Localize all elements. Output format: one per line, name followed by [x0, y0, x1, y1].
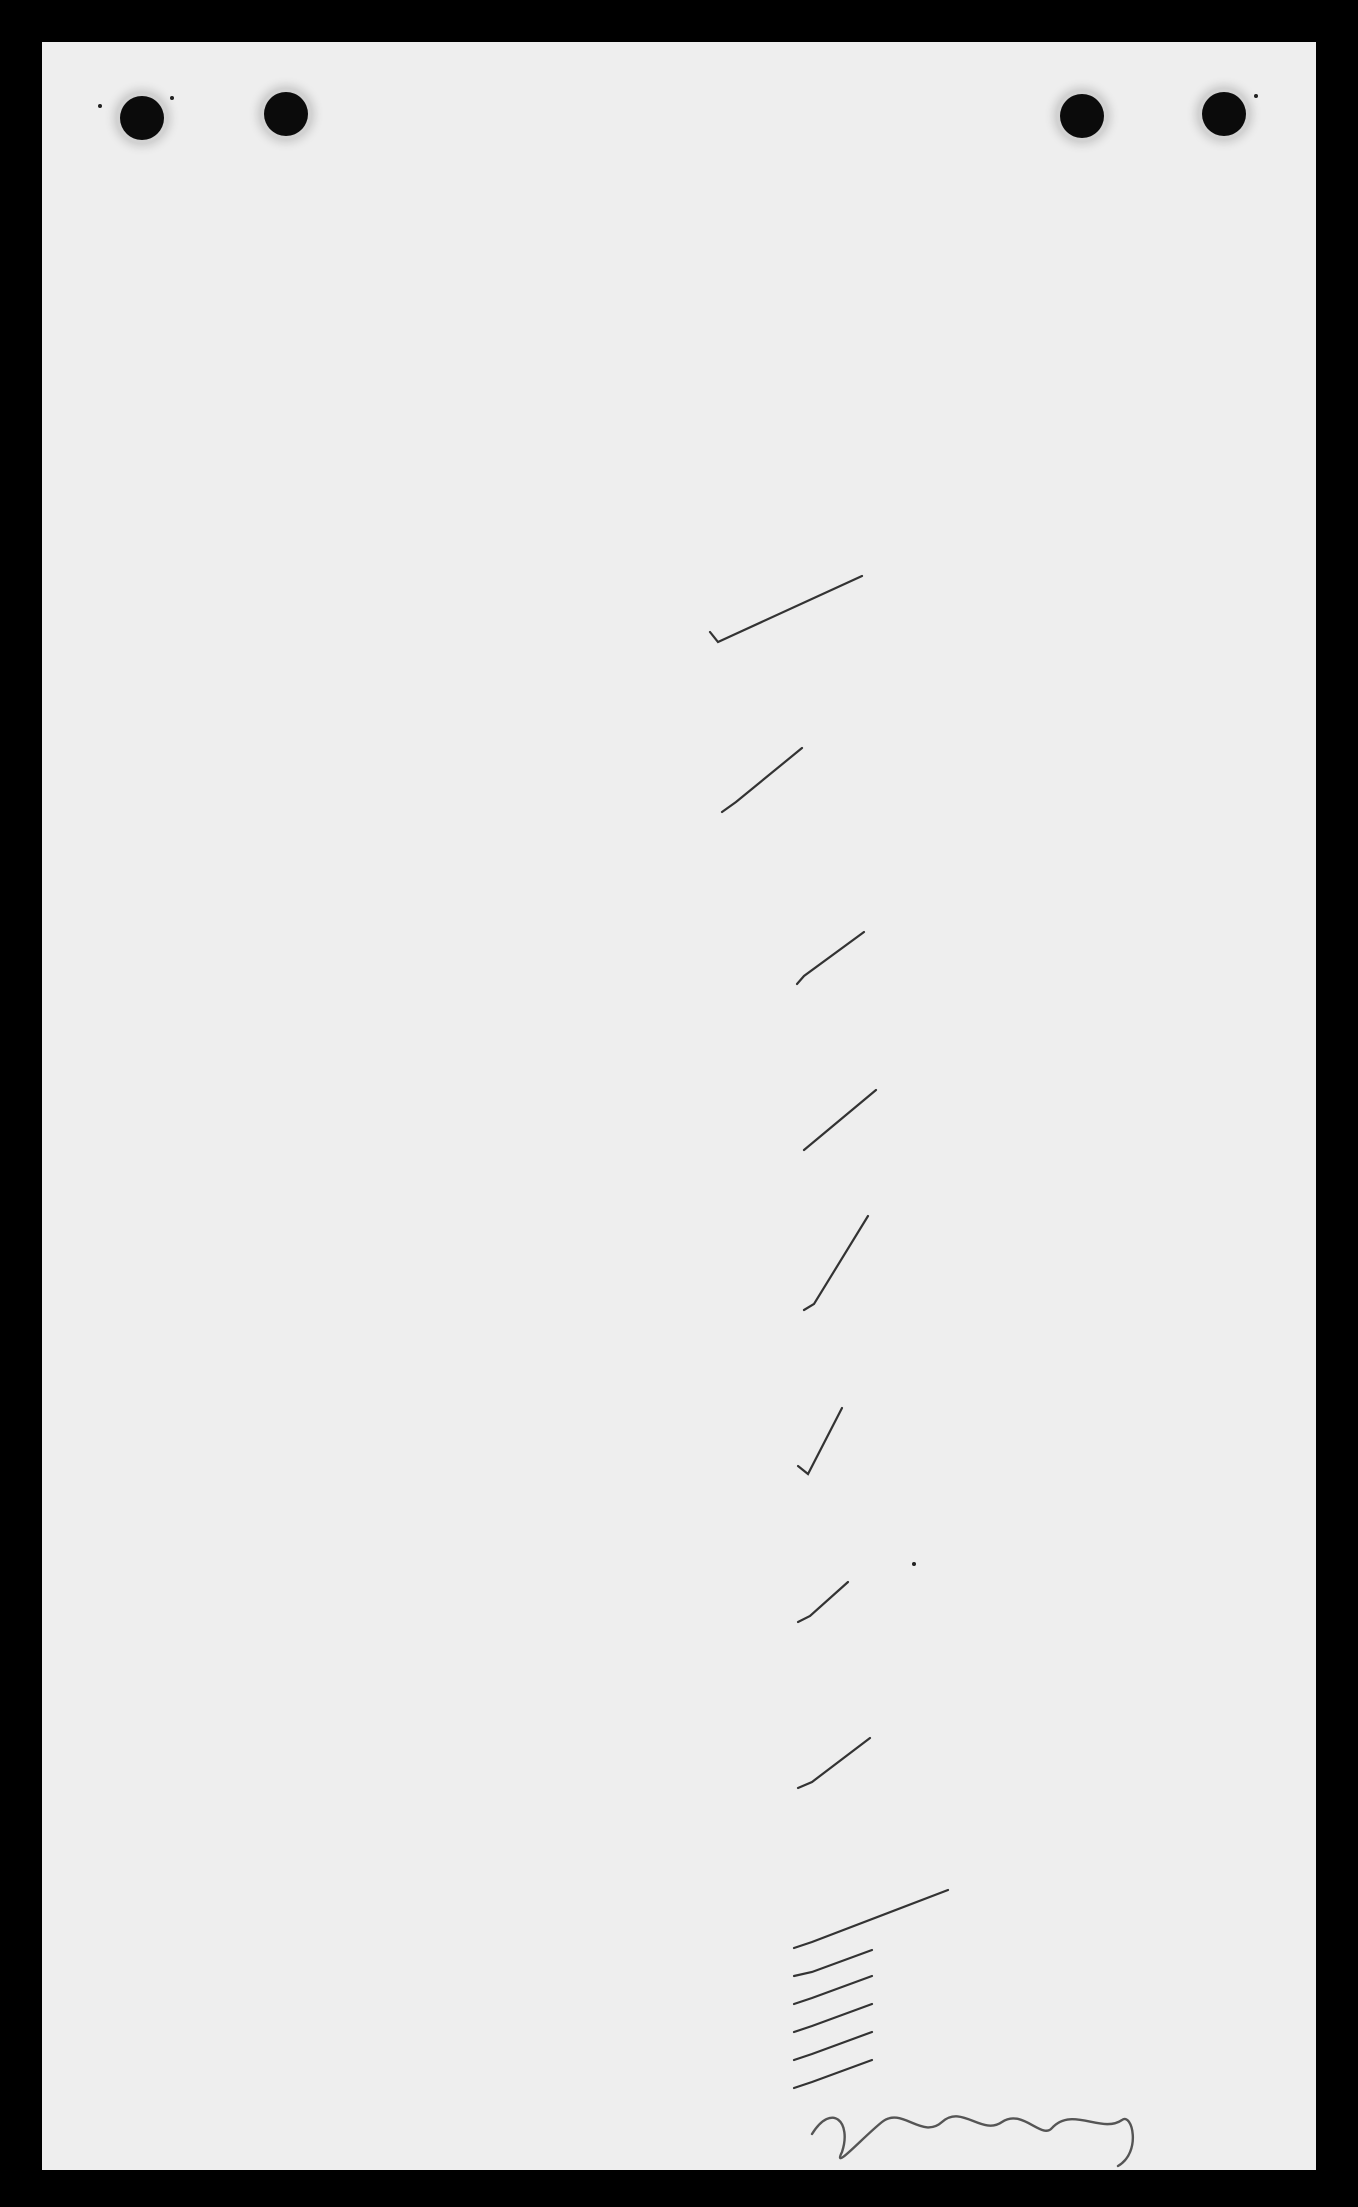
- check-mark: [798, 1738, 870, 1788]
- check-mark: [710, 576, 862, 642]
- check-mark: [804, 1090, 876, 1150]
- handwritten-annotations: [42, 42, 1316, 2170]
- document-page: [42, 42, 1316, 2170]
- check-mark: [798, 1408, 842, 1474]
- check-mark: [722, 748, 802, 812]
- check-marks: [710, 576, 948, 2088]
- check-mark: [797, 932, 864, 984]
- signature: [812, 2116, 1133, 2166]
- check-mark: [794, 2032, 872, 2060]
- check-mark: [794, 1890, 948, 1948]
- check-mark: [794, 2060, 872, 2088]
- check-mark: [794, 1950, 872, 1976]
- check-mark: [794, 2004, 872, 2032]
- check-mark: [794, 1976, 872, 2004]
- check-mark: [798, 1582, 848, 1622]
- check-mark: [804, 1216, 868, 1310]
